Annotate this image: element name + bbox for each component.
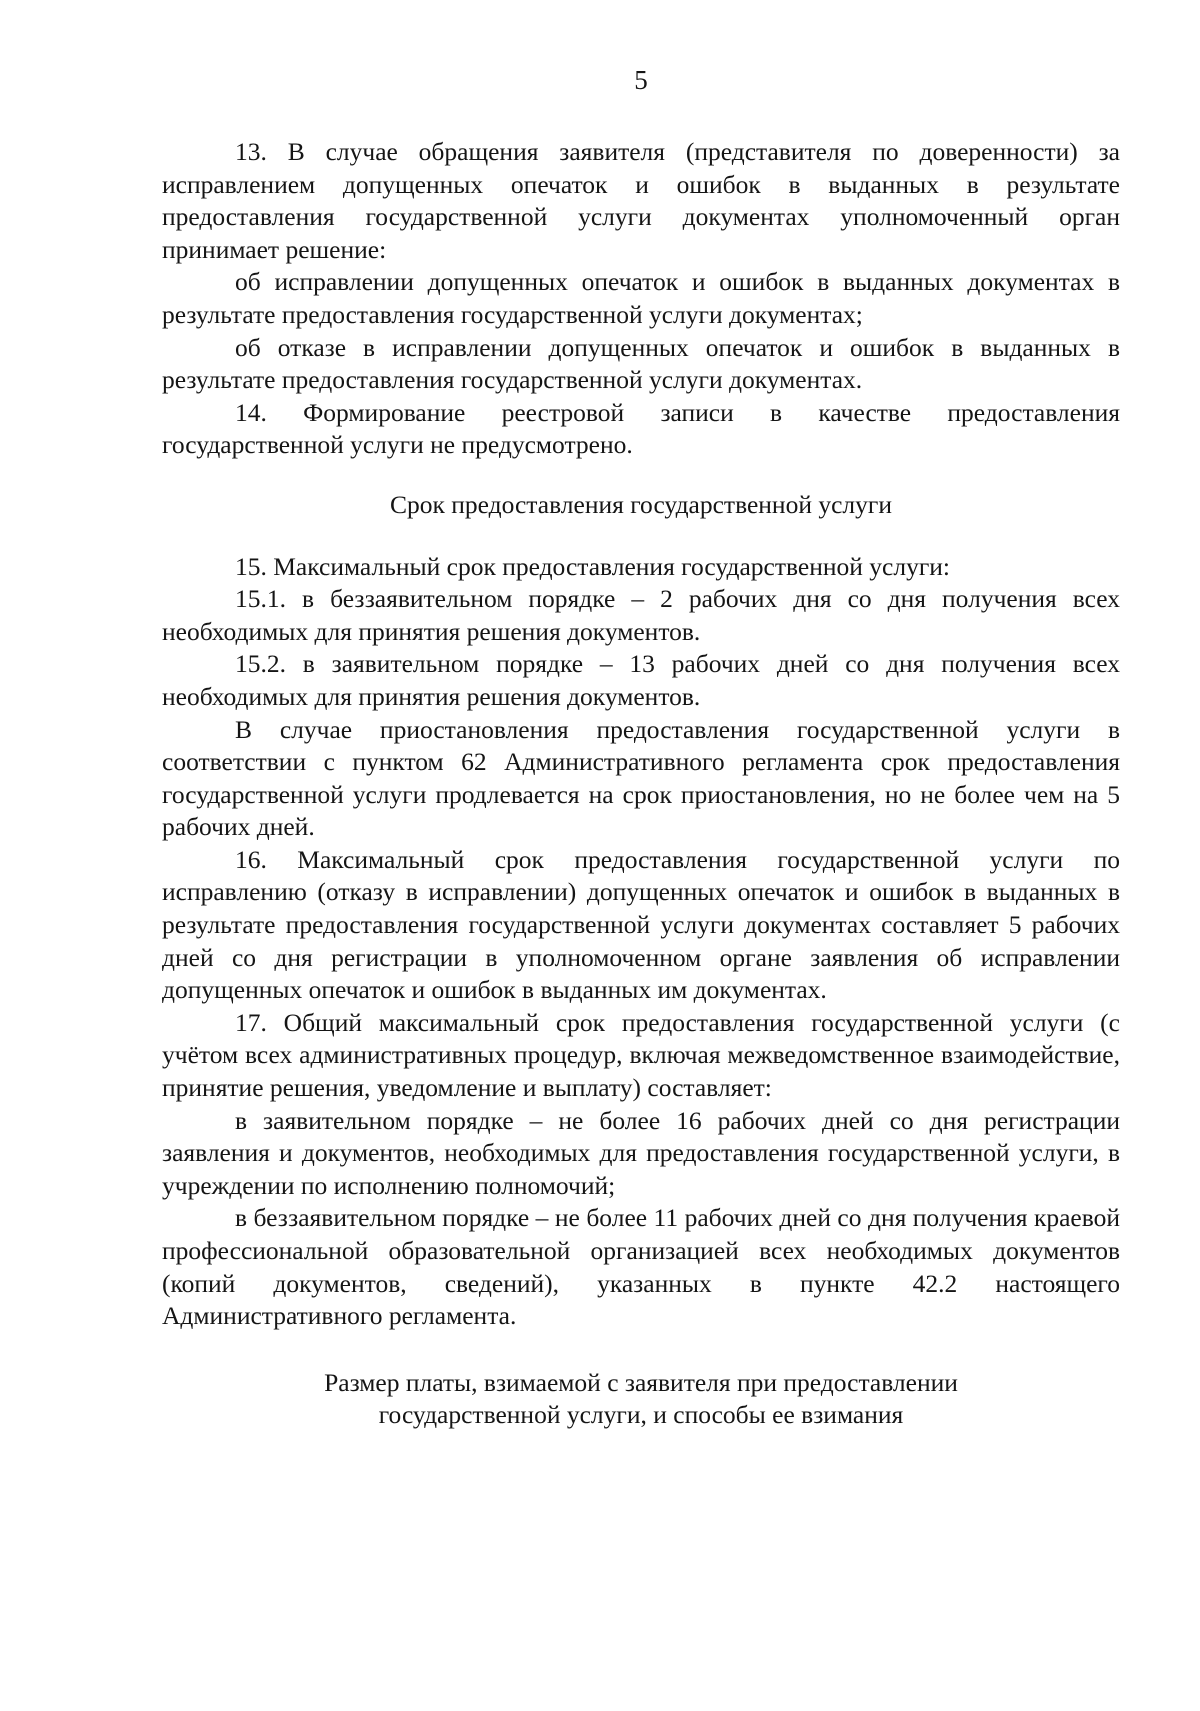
paragraph-13-option-correction: об исправлении допущенных опечаток и ошибок в выданных документах в результате предоставления государственной услуги документах; bbox=[162, 267, 1120, 329]
section-heading-fee-line-1: Размер платы, взимаемой с заявителя при предоставлении bbox=[324, 1367, 958, 1397]
section-heading-term: Срок предоставления государственной услуги bbox=[389, 489, 892, 519]
paragraph-17: 17. Общий максимальный срок предоставления государственной услуги (с учётом всех административных процедур, включая межведомственное взаимодействие, принятие решения, уведомление и выплату) составляет: bbox=[162, 1007, 1120, 1103]
paragraph-13-option-refusal: об отказе в исправлении допущенных опечаток и ошибок в выданных в результате предоставления государственной услуги документах. bbox=[162, 332, 1120, 395]
paragraph-15-1: 15.1. в беззаявительном порядке – 2 рабочих дня со дня получения всех необходимых для принятия решения документов. bbox=[162, 584, 1120, 646]
paragraph-16: 16. Максимальный срок предоставления государственной услуги по исправлению (отказу в исправлении) допущенных опечаток и ошибок в выданных в результате предоставления государственной услуги документах составляет 5 рабочих дней со дня регистрации в уполномоченном органе заявления об исправлении допущенных опечаток и ошибок в выданных им документах. bbox=[162, 844, 1120, 1005]
paragraph-suspension: В случае приостановления предоставления государственной услуги в соответствии с пунктом 62 Административного регламента срок предоставления государственной услуги продлевается на срок приостановления, но не более чем на 5 рабочих дней. bbox=[162, 714, 1120, 842]
section-heading-fee-line-2: государственной услуги, и способы ее взимания bbox=[378, 1400, 904, 1430]
paragraph-15-2: 15.2. в заявительном порядке – 13 рабочих дней со дня получения всех необходимых для принятия решения документов. bbox=[162, 649, 1120, 711]
document-body bbox=[162, 136, 1120, 1432]
page-number: 5 bbox=[634, 65, 648, 95]
paragraph-17-no-application: в беззаявительном порядке – не более 11 рабочих дней со дня получения краевой профессиональной образовательной организацией всех необходимых документов (копий документов, сведений), указанных в пункте 42.2 настоящего Административного регламента. bbox=[162, 1203, 1120, 1331]
paragraph-14: 14. Формирование реестровой записи в качестве предоставления государственной услуги не предусмотрено. bbox=[162, 397, 1120, 460]
paragraph-15: 15. Максимальный срок предоставления государственной услуги: bbox=[235, 551, 951, 581]
paragraph-13: 13. В случае обращения заявителя (представителя по доверенности) за исправлением допущенных опечаток и ошибок в выданных в результате предоставления государственной услуги документах уполномоченный орган принимает решение: bbox=[162, 137, 1120, 264]
paragraph-17-application: в заявительном порядке – не более 16 рабочих дней со дня регистрации заявления и документов, необходимых для предоставления государственной услуги, в учреждении по исполнению полномочий; bbox=[162, 1105, 1120, 1200]
section-heading-fee bbox=[162, 1367, 1120, 1432]
